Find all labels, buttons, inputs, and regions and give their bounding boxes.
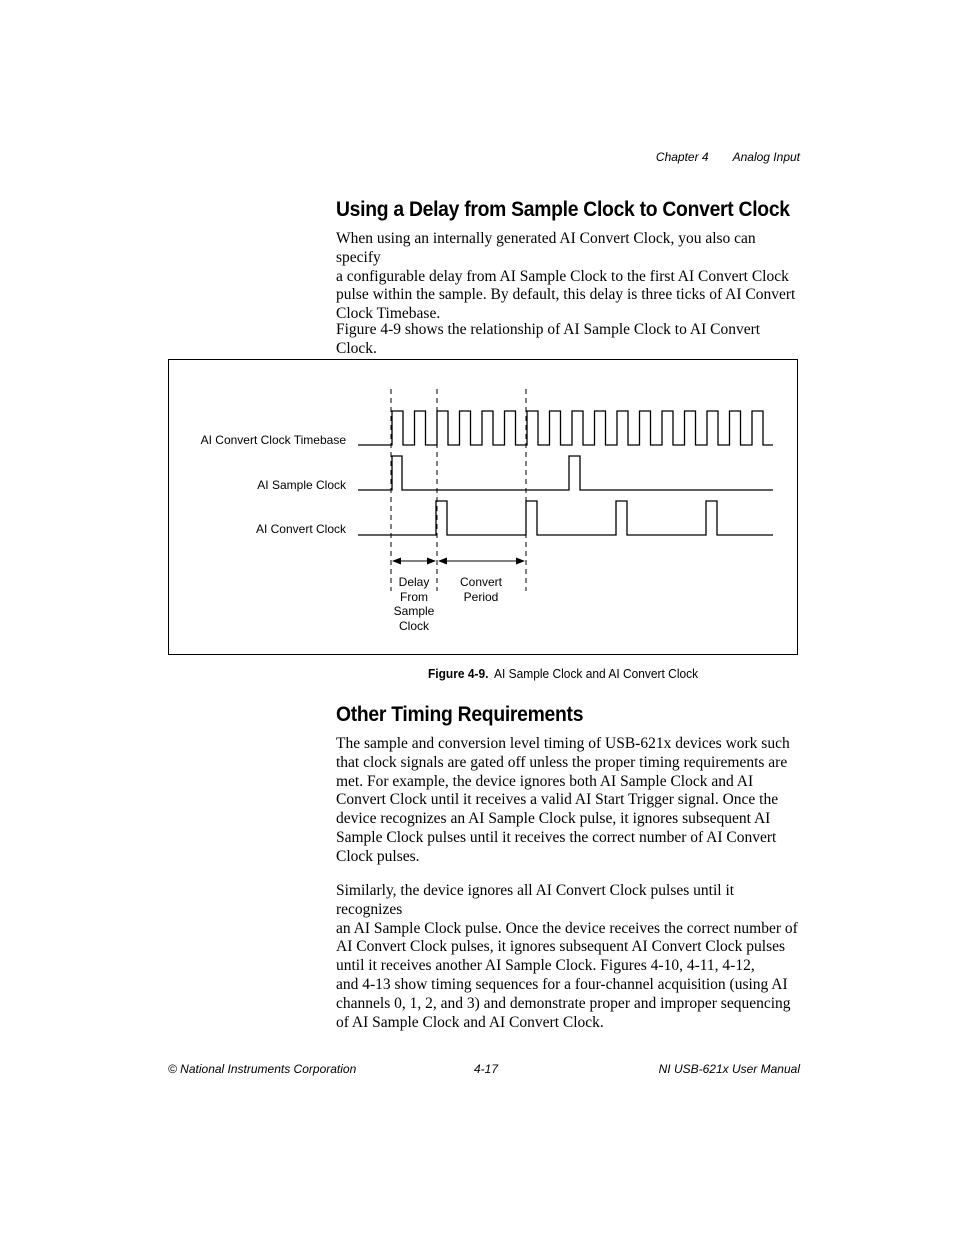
text-line: that clock signals are gated off unless the proper timing requirements are — [336, 753, 788, 771]
delay-label-line: From — [400, 590, 428, 604]
text-line: until it receives another AI Sample Clock. Figures 4-10, 4-11, 4-12, — [336, 957, 755, 975]
section-heading: Other Timing Requirements — [336, 703, 584, 726]
section-other-timing-body-2 — [336, 882, 802, 1032]
text-line: Convert Clock until it receives a valid AI Start Trigger signal. Once the — [336, 791, 779, 809]
text-line: met. For example, the device ignores both AI Sample Clock and AI — [336, 772, 754, 790]
text-line: Similarly, the device ignores all AI Convert Clock pulses until it recognizes — [336, 882, 735, 918]
timebase-waveform — [358, 411, 773, 445]
footer-copyright: © National Instruments Corporation — [168, 1062, 357, 1076]
text-line: Sample Clock pulses until it receives the correct number of AI Convert — [336, 828, 777, 846]
convert-period-label-line: Convert — [459, 575, 503, 589]
signal-label-timebase: AI Convert Clock Timebase — [200, 433, 346, 447]
section-other-timing — [336, 703, 802, 727]
paragraph: Figure 4-9 shows the relationship of AI Sample Clock to AI Convert Clock. — [336, 321, 761, 357]
paragraph — [336, 882, 802, 1032]
convert-clock-waveform — [358, 501, 773, 535]
delay-dimension-arrow — [392, 558, 436, 565]
running-header — [632, 150, 800, 164]
text-line: AI Convert Clock pulses, it ignores subsequent AI Convert Clock pulses — [336, 938, 786, 956]
text-line: channels 0, 1, 2, and 3) and demonstrate proper and improper sequencing — [336, 994, 791, 1012]
text-line: of AI Sample Clock and AI Convert Clock. — [336, 1013, 604, 1031]
text-line: The sample and conversion level timing of USB-621x devices work such — [336, 735, 790, 752]
signal-label-convert-clock: AI Convert Clock — [255, 522, 346, 536]
convert-period-label-line: Period — [463, 590, 499, 604]
footer-manual-title: NI USB-621x User Manual — [658, 1062, 800, 1076]
header-section: Analog Input — [732, 150, 800, 164]
section-delay — [336, 198, 802, 222]
timing-diagram-svg — [169, 360, 799, 656]
caption-text: AI Sample Clock and AI Convert Clock — [494, 666, 699, 681]
figure-caption — [428, 666, 698, 681]
text-line: pulse within the sample. By default, this delay is three ticks of AI Convert — [336, 286, 796, 304]
sample-clock-waveform — [358, 456, 773, 490]
text-line: device recognizes an AI Sample Clock pulse, it ignores subsequent AI — [336, 810, 771, 828]
delay-label-line: Clock — [398, 619, 430, 633]
header-chapter: Chapter 4 — [655, 150, 709, 164]
section-heading: Using a Delay from Sample Clock to Convert Clock — [336, 198, 790, 221]
section-delay-body — [336, 230, 802, 324]
convert-period-dimension-arrow — [438, 558, 525, 565]
caption-number: Figure 4-9. — [428, 666, 489, 681]
section-other-timing-body — [336, 735, 802, 867]
paragraph — [336, 230, 802, 324]
text-line: Clock pulses. — [336, 847, 420, 865]
text-line: Clock Timebase. — [336, 305, 441, 323]
timing-diagram — [168, 359, 798, 655]
text-line: an AI Sample Clock pulse. Once the device receives the correct number of — [336, 919, 798, 937]
text-line: When using an internally generated AI Convert Clock, you also can specify — [336, 230, 756, 266]
delay-label-line: Delay — [398, 575, 430, 589]
signal-label-sample-clock: AI Sample Clock — [257, 478, 346, 492]
delay-label — [394, 575, 435, 633]
paragraph — [336, 735, 802, 867]
section-delay-body-2 — [336, 321, 802, 359]
delay-label-line: Sample — [393, 604, 435, 618]
footer-page-number: 4-17 — [474, 1062, 499, 1076]
convert-period-label — [460, 575, 503, 604]
text-line: a configurable delay from AI Sample Clock to the first AI Convert Clock — [336, 267, 789, 285]
text-line: and 4-13 show timing sequences for a four-channel acquisition (using AI — [336, 975, 788, 993]
